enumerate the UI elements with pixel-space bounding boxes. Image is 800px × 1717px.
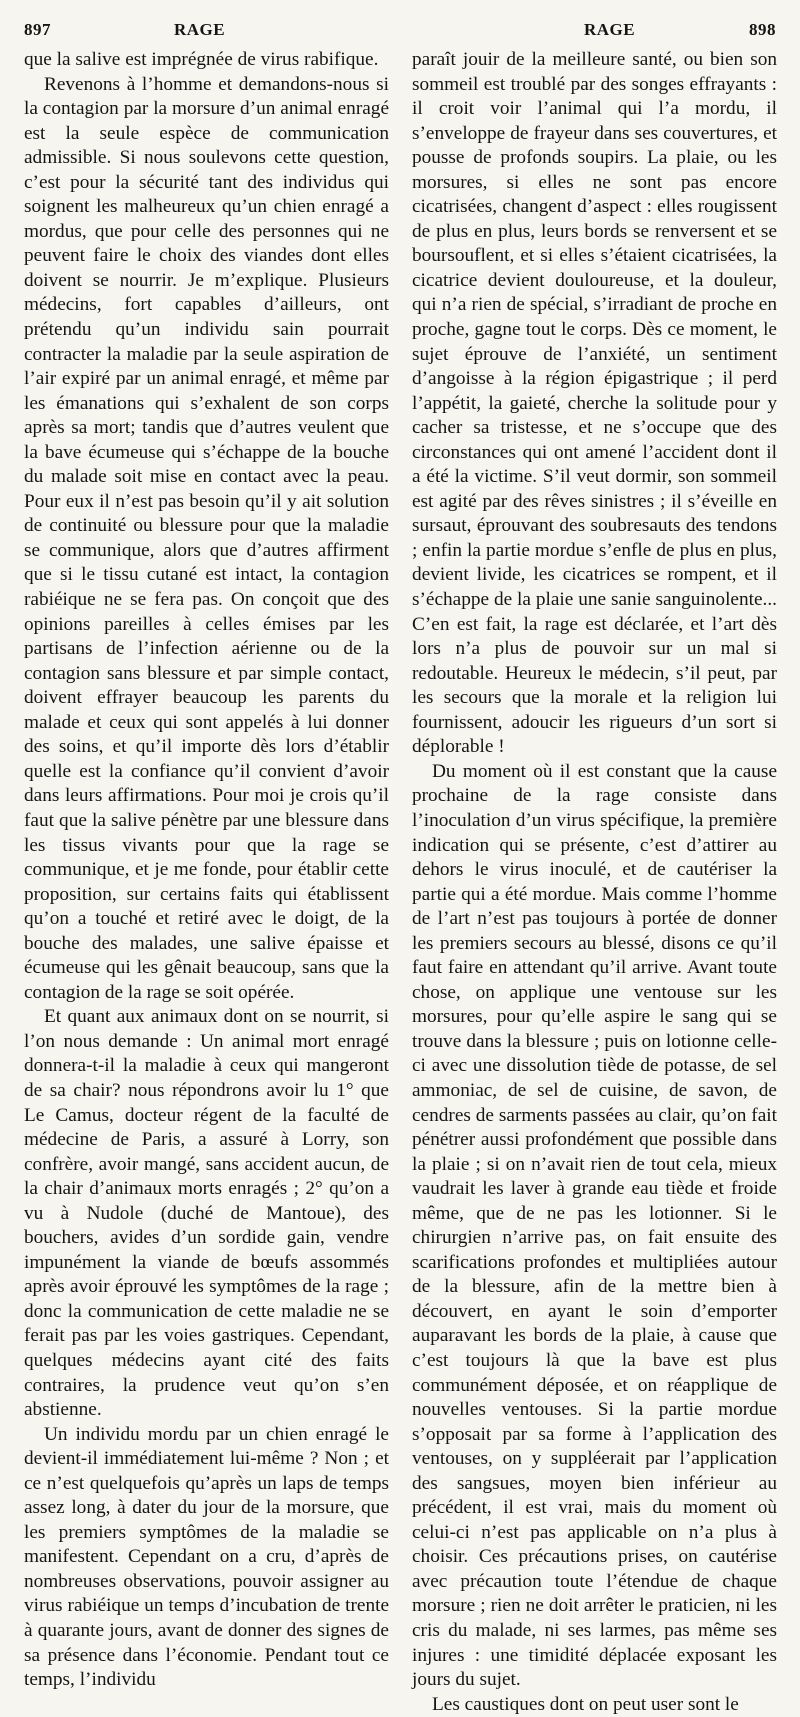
paragraph: Les caustiques dont on peut user sont le bbox=[432, 1693, 739, 1715]
paragraph: Un individu mordu par un chien enragé le devient-il immédiatement lui-même ? Non ; et ce n’est quelquefois qu’après un laps de temps assez long, à dater du jour de la morsure, que les premiers symptômes de la maladie se manifestent. Cependant on a cru, d’après de nombreuses observations, pouvoir assigner au virus rabiéique un temps d’incubation de trente à quarante jours, avant de donner des signes de sa présence dans l’économie. Pendant tout ce temps, l’individu bbox=[24, 1423, 389, 1691]
paragraph: paraît jouir de la meilleure santé, ou bien son sommeil est troublé par des songes effrayants : il croit voir l’animal qui l’a mordu, il s’enveloppe de frayeur dans ses couvertures, et pousse de profonds soupirs. La plaie, ou les morsures, si elles ne sont pas encore cicatrisées, changent d’aspect : elles rougissent de plus en plus, leurs bords se renversent et se boursouflent, et si elles s’étaient cicatrisées, la cicatrice devient douloureuse, et la douleur, qui n’a rien de spécial, s’irradiant de proche en proche, gagne tout le corps. Dès ce moment, le sujet éprouve de l’anxiété, un sentiment d’angoisse à la région épigastrique ; il perd l’appétit, la gaieté, cherche la solitude pour y cacher sa tristesse, et ne s’occupe que des circonstances qui ont amené l’accident dont il a été la victime. S’il veut dormir, son sommeil est agité par des rêves sinistres ; il s’éveille en sursaut, éprouvant des soubresauts des tendons ; enfin la partie mordue s’enfle de plus en plus, devient livide, les cicatrices se rompent, et il s’échappe de la plaie une sanie sanguinolente... C’en est fait, la rage est déclarée, et l’art dès lors n’a plus de pouvoir sur un mal si redoutable. Heureux le médecin, s’il peut, par les secours que la morale et la religion lui fournissent, adoucir les rigueurs d’un sort si déplorable ! bbox=[412, 49, 777, 758]
paragraph: Revenons à l’homme et demandons-nous si la contagion par la morsure d’un animal enragé est la seule espèce de communication admissible. Si nous soulevons cette question, c’est pour la sécurité tant des individus qui soignent les malheureux qu’un chien enragé a mordus, que pour celle des personnes qui ne peuvent faire le choix des viandes dont elles doivent se nourrir. Je m’explique. Plusieurs médecins, fort capables d’ailleurs, ont prétendu qu’un individu sain pourrait contracter la maladie par la seule aspiration de l’air expiré par un animal enragé, et même par les émanations qui s’exhalent de son corps après sa mort; tandis que d’autres veulent que la bave écumeuse qui s’échappe de la bouche du malade soit mise en contact avec la peau. Pour eux il n’est pas besoin qu’il y ait solution de continuité ou blessure pour que la maladie se communique, alors que d’autres affirment que si le tissu cutané est intact, la contagion rabiéique ne se fera pas. On conçoit que des opinions pareilles à celles émises par les partisans de l’infection aérienne ou de la contagion sans blessure et par simple contact, doivent effrayer beaucoup les parents du malade et ceux qui sont appelés à lui donner des soins, et qu’il importe dès lors d’établir quelle est la confiance qu’il convient d’avoir dans leurs affirmations. Pour moi je crois qu’il faut que la salive pénètre par une blessure dans les tissus vivants pour que la rage se communique, et je me fonde, pour établir cette proposition, sur certains faits qui établissent qu’on a touché et retiré avec le doigt, de la bouche des malades, une salive épaisse et écumeuse qui les gênait beaucoup, sans que la contagion de la rage se soit opérée. bbox=[24, 73, 389, 1003]
paragraph: Et quant aux animaux dont on se nourrit, si l’on nous demande : Un animal mort enragé donnera-t-il la maladie à ceux qui mangeront de sa chair? nous répondrons avoir lu 1° que Le Camus, docteur régent de la faculté de médecine de Paris, a assuré à Lorry, son confrère, avoir mangé, sans accident aucun, de la chair d’animaux morts enragés ; 2° qu’on a vu à Nudole (duché de Mantoue), des bouchers, avides d’un sordide gain, vendre impunément la viande de bœufs assommés après avoir éprouvé les symptômes de la rage ; donc la communication de cette maladie ne se ferait pas par les voies gastriques. Cependant, quelques médecins ayant cité des faits contraires, la prudence veut qu’on s’en abstienne. bbox=[24, 1006, 389, 1421]
right-column bbox=[412, 48, 777, 1717]
left-column bbox=[24, 48, 389, 1693]
paragraph: que la salive est imprégnée de virus rabifique. bbox=[24, 49, 379, 70]
page-number-right: 898 bbox=[749, 20, 776, 39]
page-header bbox=[24, 20, 776, 46]
running-title-left: RAGE bbox=[174, 20, 226, 39]
page-number-left: 897 bbox=[24, 20, 51, 39]
paragraph: Du moment où il est constant que la cause prochaine de la rage consiste dans l’inoculation d’un virus spécifique, la première indication qui se présente, c’est d’attirer au dehors le virus inoculé, et de cautériser la partie qui a été mordue. Mais comme l’homme de l’art n’est pas toujours à portée de donner les premiers secours au blessé, disons ce qu’il faut faire en attendant qu’il arrive. Avant toute chose, on applique une ventouse sur les morsures, pour qu’elle aspire le sang qui se trouve dans la blessure ; puis on lotionne celle-ci avec une dissolution tiède de potasse, de sel ammoniac, de sel de cuisine, de savon, de cendres de sarments passées au clair, qu’on fait pénétrer aussi profondément que possible dans la plaie ; si on n’avait rien de tout cela, mieux vaudrait les laver à grande eau tiède et froide même, que de ne pas les lotionner. Si le chirurgien n’arrive pas, on fait ensuite des scarifications profondes et multipliées autour de la blessure, afin de la mettre bien à découvert, en ayant le soin d’emporter auparavant les bords de la plaie, à cause que c’est toujours là que la bave est plus communément déposée, et on réapplique de nouvelles ventouses. Si la partie mordue s’opposait par sa forme à l’application des ventouses, on y suppléerait par l’application des sangsues, moyen bien inférieur au précédent, il est vrai, mais du moment où celui-ci n’est pas applicable on n’a plus à choisir. Ces précautions prises, on cautérise avec précaution toute l’étendue de chaque morsure ; rien ne doit arrêter le praticien, ni les cris du malade, ni ses larmes, pas même ses injures : une timidité déplacée exposant les jours du sujet. bbox=[412, 760, 777, 1691]
running-title-right: RAGE bbox=[584, 20, 636, 39]
